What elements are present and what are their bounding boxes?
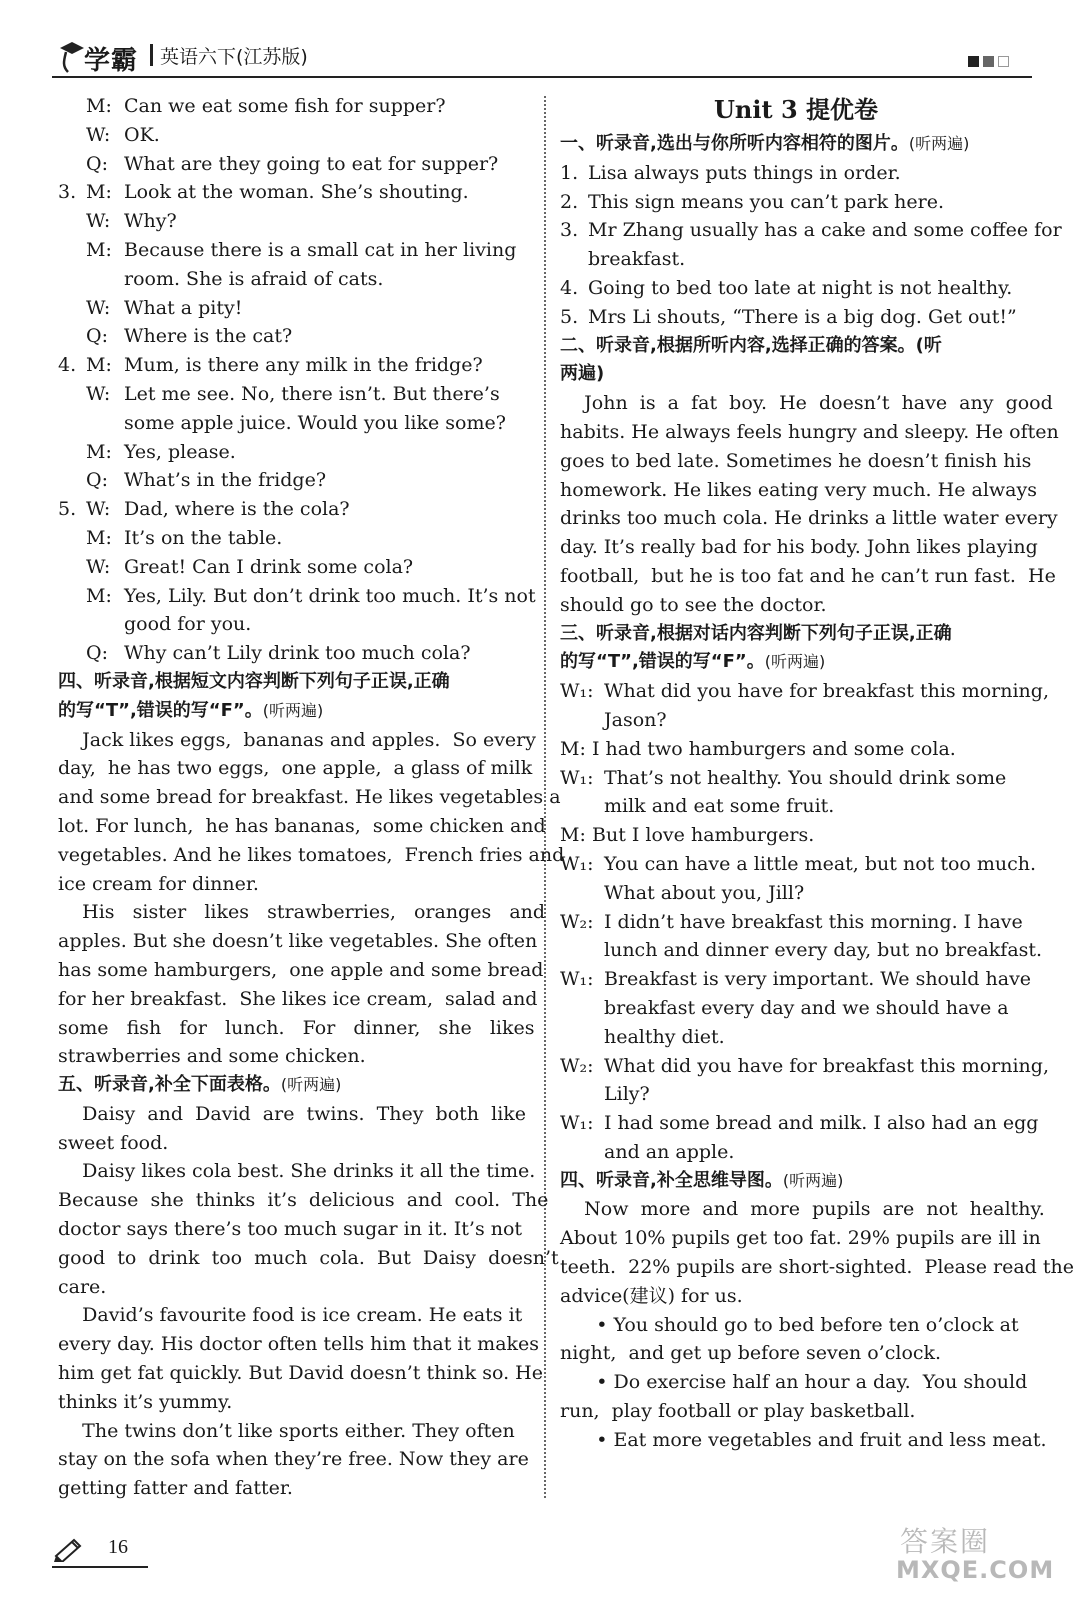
passage-line: apples. But she doesn’t like vegetables. She often (58, 930, 538, 953)
section-heading: 三、听录音,根据对话内容判断下列句子正误,正确 (560, 622, 952, 644)
dialogue-line: W: What a pity! (86, 296, 243, 319)
dialogue-line: Q: Why can’t Lily drink too much cola? (86, 642, 471, 665)
passage-line: Daisy and David are twins. They both like (58, 1102, 527, 1125)
item-number: 3. (58, 181, 77, 204)
section-heading: 的写“T”,错误的写“F”。(听两遍) (560, 651, 826, 673)
header-square-light (998, 56, 1009, 67)
header-square-mid (983, 56, 994, 67)
dialogue-line: 3. M: Look at the woman. She’s shouting. (58, 178, 532, 207)
passage-line: John is a fat boy. He doesn’t have any good (560, 392, 1053, 415)
numbered-item: 4. Going to bed too late at night is not healthy. (560, 276, 1013, 299)
dialogue-line: breakfast every day and we should have a (604, 996, 1009, 1019)
dialogue-line: W: Let me see. No, there isn’t. But there’s (86, 382, 500, 405)
dialogue-line: W₂: I didn’t have breakfast this morning. I have (560, 910, 1023, 933)
header-separator (150, 44, 153, 66)
pencil-icon (52, 1536, 86, 1562)
passage-line: ice cream for dinner. (58, 872, 259, 895)
dialogue-line: milk and eat some fruit. (604, 795, 835, 818)
numbered-item-continuation: breakfast. (588, 248, 686, 271)
passage-line: homework. He likes eating very much. He always (560, 478, 1037, 501)
section-note: (听两遍) (908, 134, 970, 153)
dialogue-line: healthy diet. (604, 1025, 725, 1048)
section-heading: 一、听录音,选出与你所听内容相符的图片。(听两遍) (560, 133, 970, 154)
page-number: 16 (108, 1536, 128, 1558)
dialogue-line: Q: What’s in the fridge? (86, 469, 327, 492)
numbered-item: 2. This sign means you can’t park here. (560, 190, 944, 213)
dialogue-line: W₂: What did you have for breakfast this morning, (560, 1054, 1049, 1077)
dialogue-line: lunch and dinner every day, but no breakfast. (604, 939, 1043, 962)
numbered-item: 1. Lisa always puts things in order. (560, 161, 901, 184)
left-column (58, 92, 565, 1503)
passage-line: advice(建议) for us. (560, 1284, 743, 1307)
passage-line: teeth. 22% pupils are short-sighted. Please read the (560, 1256, 1074, 1279)
passage-line: sweet food. (58, 1131, 169, 1154)
passage-line: for her breakfast. She likes ice cream, salad and (58, 987, 538, 1010)
dialogue-line: W₁: What did you have for breakfast this morning, (560, 680, 1049, 703)
dialogue-line: 4. M: Mum, is there any milk in the fridge? (58, 351, 532, 380)
dialogue-line: good for you. (124, 613, 252, 636)
passage-line: football, but he is too fat and he can’t run fast. He (560, 564, 1056, 587)
dialogue-line: W₁: I had some bread and milk. I also had an egg (560, 1112, 1039, 1135)
section-note: (听两遍) (280, 1075, 342, 1095)
passage-line: good to drink too much cola. But Daisy doesn’t (58, 1246, 559, 1269)
passage-line: goes to bed late. Sometimes he doesn’t finish his (560, 449, 1032, 472)
section-note: (听两遍) (782, 1170, 844, 1190)
header-square-dark (968, 56, 979, 67)
dialogue-line: W: Why? (86, 210, 177, 233)
dialogue-line: Lily? (604, 1083, 650, 1106)
passage-line: should go to see the doctor. (560, 593, 827, 616)
passage-line: lot. For lunch, he has bananas, some chicken and (58, 814, 546, 837)
passage-line: doctor says there’s too much sugar in it. It’s not (58, 1218, 523, 1241)
passage-line: Jack likes eggs, bananas and apples. So every (58, 728, 536, 751)
section-heading: 两遍) (560, 363, 605, 385)
section-heading: 五、听录音,补全下面表格。(听两遍) (58, 1074, 342, 1096)
passage-line: Now more and more pupils are not healthy. (560, 1198, 1045, 1221)
book-title: 英语六下(江苏版) (160, 46, 308, 68)
passage-line: Daisy likes cola best. She drinks it all the time. (58, 1160, 536, 1183)
dialogue-line: M: Yes, please. (86, 440, 236, 463)
logo-text: 学霸 (84, 46, 139, 76)
bullet-line: • Do exercise half an hour a day. You should (560, 1371, 1028, 1394)
watermark (896, 1520, 1055, 1590)
dialogue-line: some apple juice. Would you like some? (124, 411, 506, 434)
passage-line: David’s favourite food is ice cream. He eats it (58, 1304, 523, 1327)
dialogue-line: W: OK. (86, 123, 160, 146)
section-heading: 四、听录音,补全思维导图。(听两遍) (560, 1169, 844, 1191)
dialogue-line: Jason? (604, 708, 667, 731)
dialogue-line: M: Yes, Lily. But don’t drink too much. It’s not (86, 584, 536, 607)
passage-line: has some hamburgers, one apple and some bread (58, 958, 544, 981)
bullet-line: • You should go to bed before ten o’clock at (560, 1313, 1019, 1336)
section-heading: 的写“T”,错误的写“F”。(听两遍) (58, 699, 324, 721)
dialogue-line: 5. W: Dad, where is the cola? (58, 495, 532, 524)
dialogue-line: What about you, Jill? (604, 881, 805, 904)
passage-line: drinks too much cola. He drinks a little water every (560, 507, 1058, 530)
section-heading: 四、听录音,根据短文内容判断下列句子正误,正确 (58, 670, 450, 692)
passage-line: him get fat quickly. But David doesn’t think so. He (58, 1362, 543, 1385)
section-note: (听两遍) (764, 652, 826, 672)
passage-line: day. It’s really bad for his body. John likes playing (560, 536, 1038, 559)
dialogue-line: M: But I love hamburgers. (560, 824, 815, 847)
passage-line: stay on the sofa when they’re free. Now they are (58, 1448, 529, 1471)
dialogue-line: M: It’s on the table. (86, 526, 283, 549)
passage-line: getting fatter and fatter. (58, 1477, 293, 1500)
passage-line: About 10% pupils get too fat. 29% pupils are ill in (560, 1227, 1041, 1250)
passage-line: habits. He always feels hungry and sleepy. He often (560, 420, 1059, 443)
passage-line: day, he has two eggs, one apple, a glass of milk (58, 757, 533, 780)
passage-line: strawberries and some chicken. (58, 1045, 366, 1068)
passage-line: and some bread for breakfast. He likes vegetables a (58, 786, 561, 809)
dialogue-line: W₁: You can have a little meat, but not too much. (560, 852, 1037, 875)
section-note: (听两遍) (262, 700, 324, 720)
dialogue-line: M: Can we eat some fish for supper? (86, 95, 446, 117)
dialogue-line: W₁: Breakfast is very important. We should have (560, 968, 1032, 991)
passage-line: thinks it’s yummy. (58, 1390, 233, 1413)
numbered-item: 5. Mrs Li shouts, “There is a big dog. Get out!” (560, 305, 1017, 328)
passage-line: Because she thinks it’s delicious and cool. The (58, 1189, 549, 1212)
item-number: 4. (58, 354, 77, 377)
bullet-line: run, play football or play basketball. (560, 1400, 916, 1423)
bullet-line: • Eat more vegetables and fruit and less meat. (560, 1428, 1047, 1451)
passage-line: every day. His doctor often tells him that it makes (58, 1333, 540, 1356)
dialogue-line: Q: Where is the cat? (86, 325, 293, 348)
page-header (52, 34, 1032, 78)
passage-line: care. (58, 1275, 107, 1298)
passage-line: The twins don’t like sports either. They often (58, 1419, 515, 1442)
passage-line: vegetables. And he likes tomatoes, French fries and (58, 843, 565, 866)
dialogue-line: and an apple. (604, 1140, 735, 1163)
passage-line: His sister likes strawberries, oranges and (58, 901, 546, 924)
numbered-item: 3. Mr Zhang usually has a cake and some coffee for (560, 219, 1062, 242)
dialogue-line: M: I had two hamburgers and some cola. (560, 737, 956, 760)
item-number: 5. (58, 498, 77, 521)
bullet-line: night, and get up before seven o’clock. (560, 1342, 942, 1365)
dialogue-line: Q: What are they going to eat for supper? (86, 152, 499, 175)
dialogue-line: room. She is afraid of cats. (124, 267, 384, 290)
page-footer (52, 1532, 148, 1568)
right-column (560, 92, 1074, 1455)
section-heading: 二、听录音,根据所听内容,选择正确的答案。(听 (560, 334, 942, 356)
dialogue-line: W: Great! Can I drink some cola? (86, 555, 414, 578)
unit-title: Unit 3 提优卷 (714, 95, 878, 124)
watermark-bottom: MXQE.COM (896, 1556, 1055, 1584)
dialogue-line: W₁: That’s not healthy. You should drink some (560, 766, 1007, 789)
watermark-top: 答案圈 (900, 1525, 991, 1558)
passage-line: some fish for lunch. For dinner, she likes (58, 1016, 535, 1039)
dialogue-line: M: Because there is a small cat in her living (86, 238, 517, 261)
book-logo (58, 36, 158, 74)
